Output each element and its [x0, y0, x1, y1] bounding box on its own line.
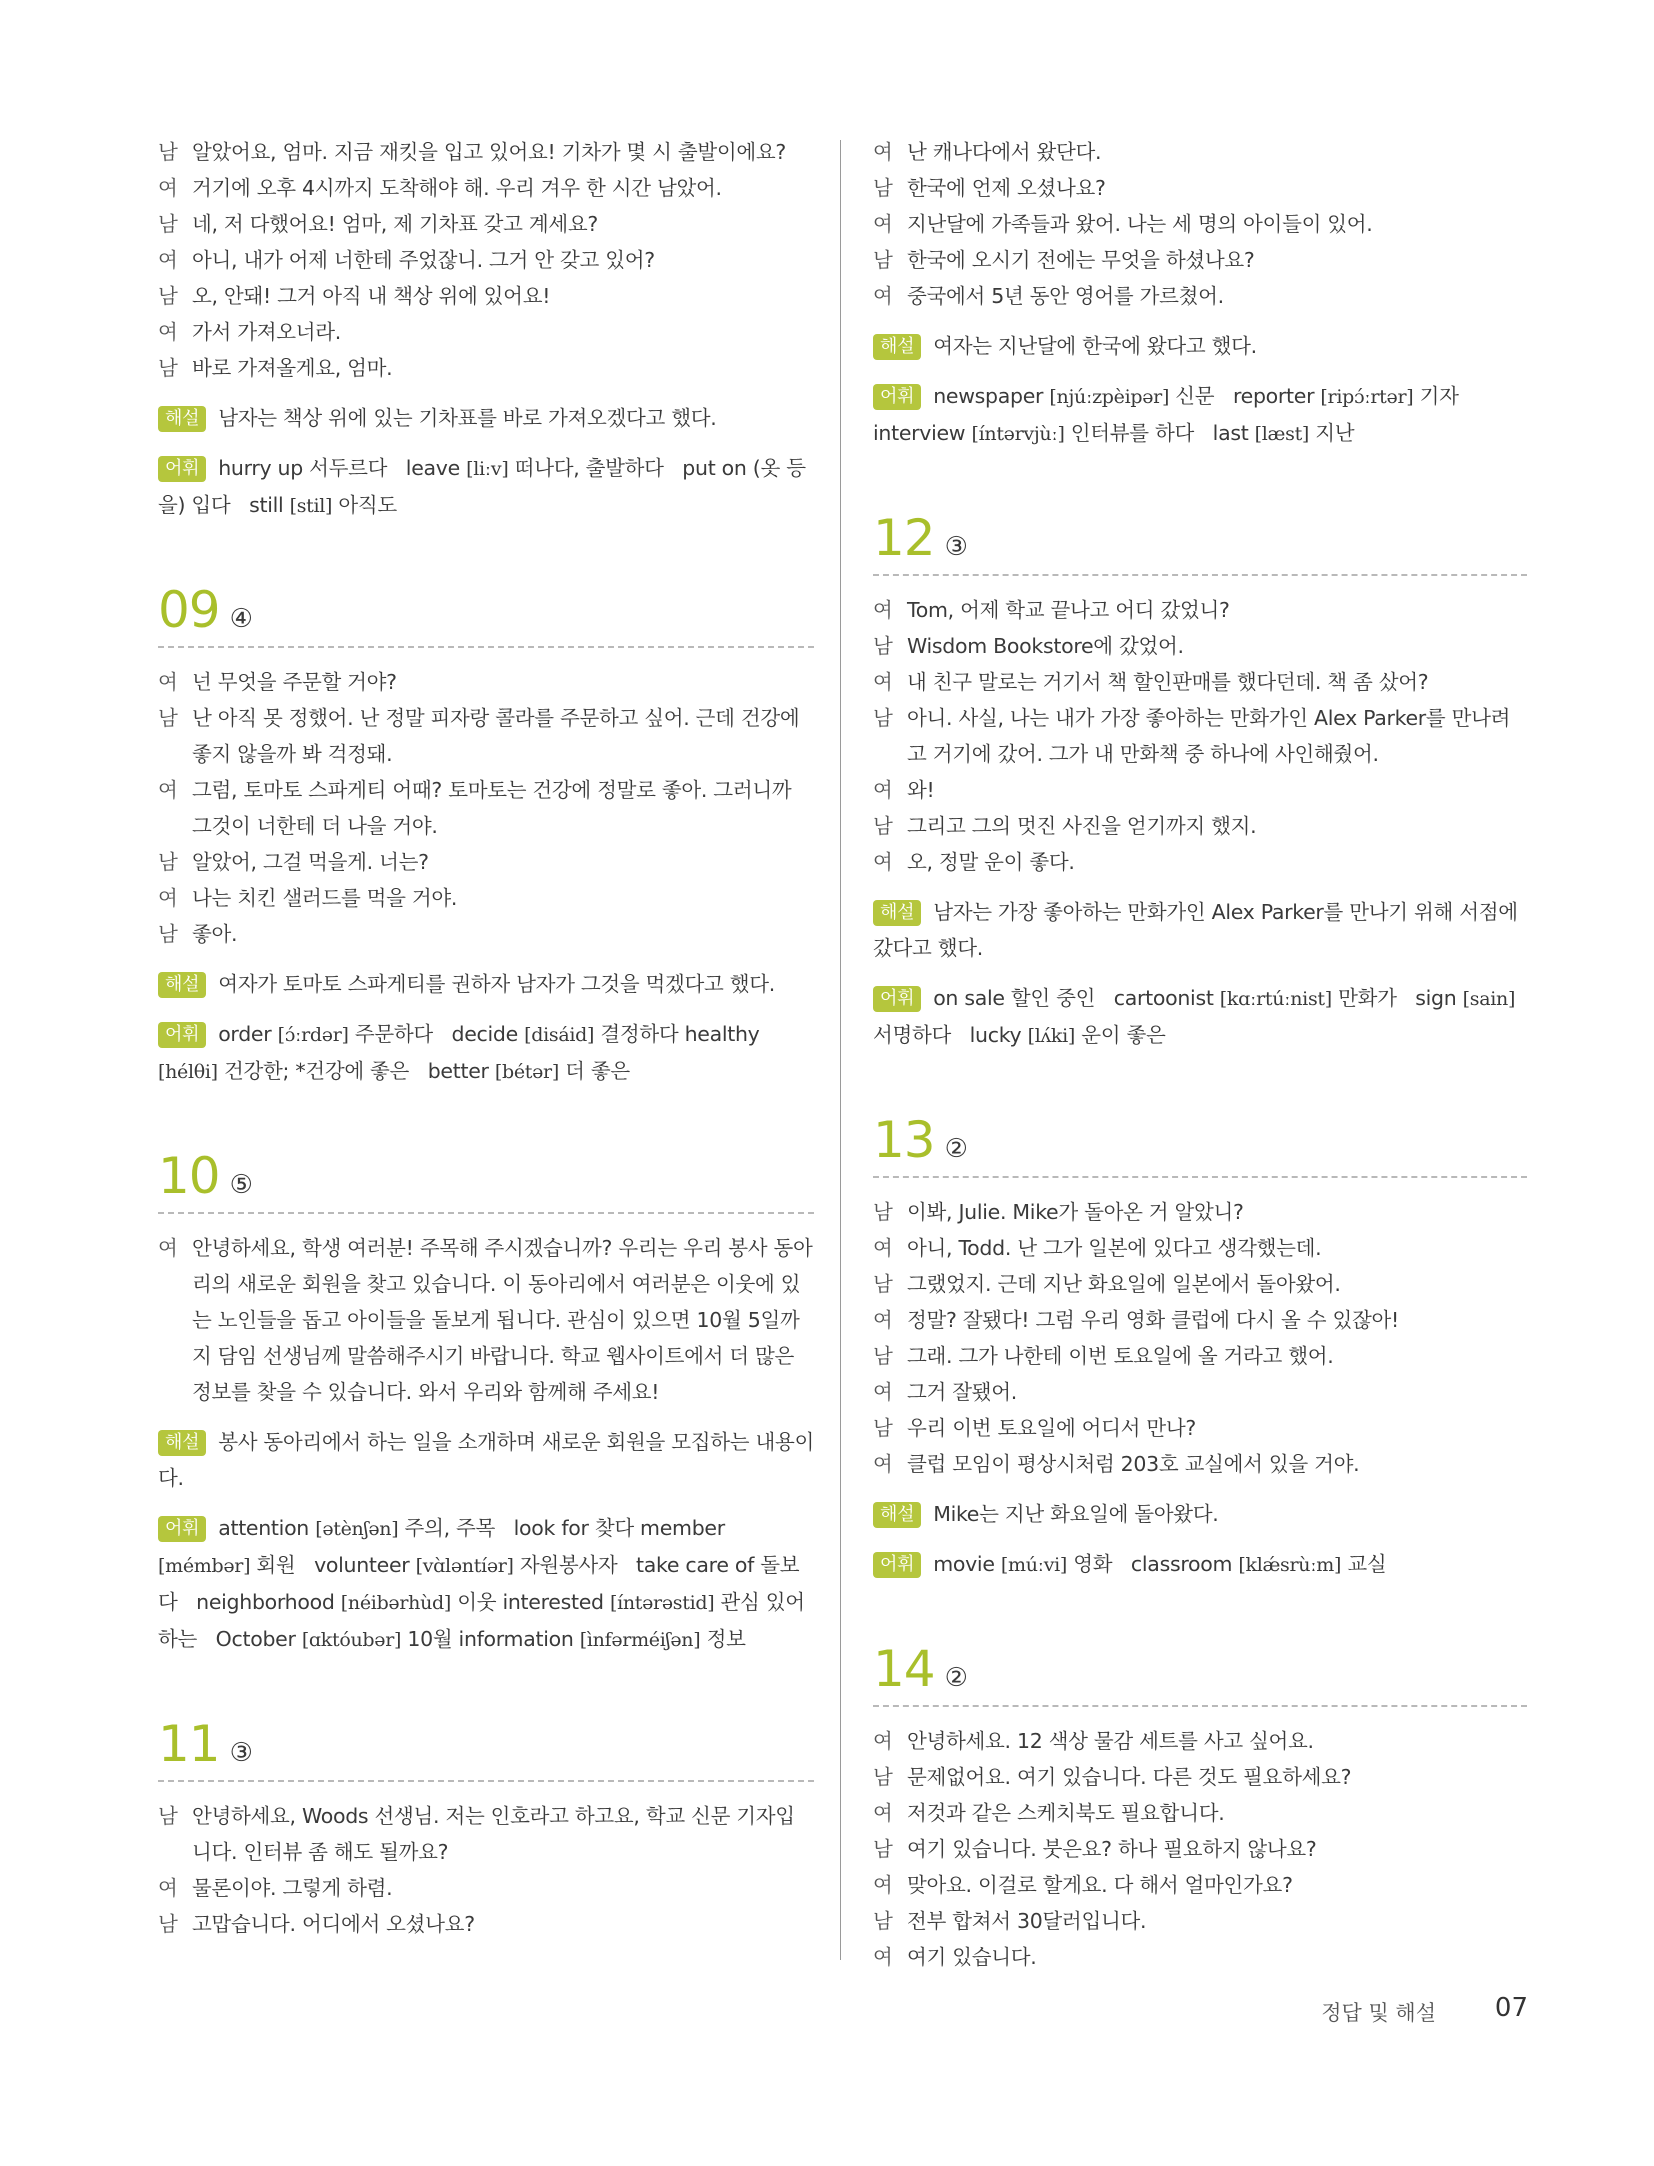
speaker-label: 남: [158, 212, 178, 236]
answer-mark: ②: [944, 1134, 968, 1164]
utterance: Wisdom Bookstore에 갔었어.: [907, 634, 1184, 658]
utterance: Tom, 어제 학교 끝나고 어디 갔었니?: [907, 598, 1230, 622]
dialogue-line: [873, 1723, 1527, 1759]
dialogue-line: [158, 772, 814, 844]
speaker-label: 여: [158, 1236, 178, 1260]
speaker-label: 여: [873, 670, 893, 694]
speaker-label: 남: [873, 634, 893, 658]
speaker-label: 남: [158, 140, 178, 164]
dialogue-line: [873, 1903, 1527, 1939]
speaker-label: 남: [873, 814, 893, 838]
question-header: [873, 1639, 1527, 1699]
dialogue-line: [158, 916, 814, 952]
utterance: 오, 정말 운이 좋다.: [907, 850, 1075, 874]
dialogue-line: [158, 700, 814, 772]
vocab-11: 어휘 newspaper [njúːzpèipər] 신문 reporter [ripɔ́ːrtər] 기자 interview [íntərvjùː] 인터뷰를 하다 last [læst] 지난: [873, 384, 1459, 445]
utterance: 그랬었지. 근데 지난 화요일에 일본에서 돌아왔어.: [907, 1272, 1341, 1296]
dialogue-line: [158, 1798, 814, 1870]
dialogue-line: [158, 1870, 814, 1906]
utterance: 문제없어요. 여기 있습니다. 다른 것도 필요하세요?: [907, 1765, 1352, 1789]
speaker-label: 여: [873, 778, 893, 802]
speaker-label: 남: [873, 1344, 893, 1368]
utterance: 중국에서 5년 동안 영어를 가르쳤어.: [907, 284, 1224, 308]
question-14: [873, 1639, 1527, 1975]
vocab-tag: 어휘: [158, 1022, 206, 1048]
dashed-rule: [873, 1176, 1527, 1178]
utterance: 한국에 언제 오셨나요?: [907, 176, 1106, 200]
vocabulary: 어휘 movie [múːvi] 영화 classroom [klǽsrùːm] 교실: [873, 1546, 1527, 1583]
speaker-label: 남: [158, 356, 178, 380]
utterance: 한국에 오시기 전에는 무엇을 하셨나요?: [907, 248, 1255, 272]
utterance: 이봐, Julie. Mike가 돌아온 거 알았니?: [907, 1200, 1244, 1224]
utterance: 안녕하세요, 학생 여러분! 주목해 주시겠습니까? 우리는 우리 봉사 동아리의 새로운 회원을 찾고 있습니다. 이 동아리에서 여러분은 이웃에 있는 노인들을 돕고 아이들을 돌보게 됩니다. 관심이 있으면 10월 5일까지 담임 선생님께 말씀해주시기 바랍니다. 학교 웹사이트에서 더 많은 정보를 찾을 수 있습니다. 와서 우리와 함께해 주세요!: [192, 1236, 813, 1404]
answer-mark: ②: [944, 1663, 968, 1693]
page-number: 07: [1494, 1993, 1528, 2023]
dialogue-line: [158, 664, 814, 700]
utterance: 내 친구 말로는 거기서 책 할인판매를 했다던데. 책 좀 샀어?: [907, 670, 1429, 694]
utterance: 여기 있습니다. 붓은요? 하나 필요하지 않나요?: [907, 1837, 1317, 1861]
utterance: 넌 무엇을 주문할 거야?: [192, 670, 397, 694]
left-column: [158, 134, 814, 1942]
explain-tag: 해설: [158, 1430, 206, 1456]
utterance: 맞아요. 이걸로 할게요. 다 해서 얼마인가요?: [907, 1873, 1293, 1897]
speaker-label: 여: [873, 140, 893, 164]
explanation-11: 해설 여자는 지난달에 한국에 왔다고 했다.: [873, 328, 1527, 364]
explain-tag: 해설: [873, 900, 921, 926]
utterance: 와!: [907, 778, 935, 802]
dialogue-line: [158, 206, 814, 242]
utterance: 오, 안돼! 그거 아직 내 책상 위에 있어요!: [192, 284, 551, 308]
utterance: 그래. 그가 나한테 이번 토요일에 올 거라고 했어.: [907, 1344, 1334, 1368]
utterance: 지난달에 가족들과 왔어. 나는 세 명의 아이들이 있어.: [907, 212, 1373, 236]
utterance: 바로 가져올게요, 엄마.: [192, 356, 393, 380]
question-number: 14: [873, 1640, 935, 1698]
speaker-label: 남: [158, 922, 178, 946]
speaker-label: 여: [873, 1729, 893, 1753]
speaker-label: 여: [158, 1876, 178, 1900]
question-10: [158, 1146, 814, 1658]
utterance: 여기 있습니다.: [907, 1945, 1037, 1969]
dashed-rule: [158, 1212, 814, 1214]
explanation: 해설 여자가 토마토 스파게티를 권하자 남자가 그것을 먹겠다고 했다.: [158, 966, 814, 1002]
speaker-label: 여: [873, 1308, 893, 1332]
question-13: [873, 1110, 1527, 1583]
speaker-label: 여: [873, 1380, 893, 1404]
dialogue-line: [873, 242, 1527, 278]
dialogue-line: [873, 1338, 1527, 1374]
vocab-tag: 어휘: [873, 384, 921, 410]
speaker-label: 여: [873, 1945, 893, 1969]
dialogue-line: [873, 592, 1527, 628]
dialogue-line: [873, 1759, 1527, 1795]
speaker-label: 여: [158, 248, 178, 272]
speaker-label: 남: [158, 1912, 178, 1936]
dialogue-08-cont: [158, 134, 814, 386]
explanation: 해설 Mike는 지난 화요일에 돌아왔다.: [873, 1496, 1527, 1532]
question-header: [158, 1146, 814, 1206]
utterance: 아니, Todd. 난 그가 일본에 있다고 생각했는데.: [907, 1236, 1322, 1260]
speaker-label: 여: [873, 1873, 893, 1897]
speaker-label: 여: [158, 176, 178, 200]
question-09: [158, 580, 814, 1090]
utterance: 우리 이번 토요일에 어디서 만나?: [907, 1416, 1196, 1440]
question-12: [873, 508, 1527, 1054]
dialogue-line: [873, 1410, 1527, 1446]
speaker-label: 남: [873, 1837, 893, 1861]
question-number: 10: [158, 1147, 220, 1205]
utterance: 거기에 오후 4시까지 도착해야 해. 우리 겨우 한 시간 남았어.: [192, 176, 722, 200]
dialogue-line: [873, 170, 1527, 206]
dialogue-line: [873, 1867, 1527, 1903]
utterance: 물론이야. 그렇게 하렴.: [192, 1876, 393, 1900]
dashed-rule: [873, 1705, 1527, 1707]
speaker-label: 여: [873, 212, 893, 236]
utterance: 안녕하세요, Woods 선생님. 저는 인호라고 하고요, 학교 신문 기자입니다. 인터뷰 좀 해도 될까요?: [192, 1804, 795, 1864]
speaker-label: 남: [873, 1765, 893, 1789]
speaker-label: 여: [158, 320, 178, 344]
question-number: 12: [873, 509, 935, 567]
utterance: 클럽 모임이 평상시처럼 203호 교실에서 있을 거야.: [907, 1452, 1360, 1476]
utterance: 저것과 같은 스케치북도 필요합니다.: [907, 1801, 1225, 1825]
dialogue-line: [873, 1795, 1527, 1831]
speaker-label: 남: [158, 706, 178, 730]
dialogue: [873, 1194, 1527, 1482]
explain-tag: 해설: [873, 1502, 921, 1528]
dialogue-line: [873, 1446, 1527, 1482]
speaker-label: 여: [158, 778, 178, 802]
explanation-08: 해설 남자는 책상 위에 있는 기차표를 바로 가져오겠다고 했다.: [158, 400, 814, 436]
dialogue-line: [158, 170, 814, 206]
dialogue-line: [158, 844, 814, 880]
column-divider: [840, 140, 841, 1960]
dialogue-line: [158, 242, 814, 278]
speaker-label: 남: [873, 1272, 893, 1296]
dialogue-11-cont: [873, 134, 1527, 314]
answer-mark: ④: [229, 604, 253, 634]
dashed-rule: [158, 1780, 814, 1782]
dialogue-line: [873, 1230, 1527, 1266]
dialogue-line: [873, 700, 1527, 772]
speaker-label: 여: [873, 1801, 893, 1825]
utterance: 난 아직 못 정했어. 난 정말 피자랑 콜라를 주문하고 싶어. 근데 건강에 좋지 않을까 봐 걱정돼.: [192, 706, 800, 766]
speaker-label: 남: [873, 1200, 893, 1224]
dialogue-line: [873, 134, 1527, 170]
dialogue-line: [873, 772, 1527, 808]
speaker-label: 여: [158, 886, 178, 910]
speaker-label: 남: [873, 248, 893, 272]
question-number: 09: [158, 581, 220, 639]
utterance: 아니. 사실, 나는 내가 가장 좋아하는 만화가인 Alex Parker를 만나려고 거기에 갔어. 그가 내 만화책 중 하나에 사인해줬어.: [907, 706, 1511, 766]
right-column: [873, 134, 1527, 1975]
speaker-label: 여: [873, 1236, 893, 1260]
dialogue-line: [873, 808, 1527, 844]
question-header: [873, 508, 1527, 568]
utterance: 그거 잘됐어.: [907, 1380, 1017, 1404]
utterance: 알았어요, 엄마. 지금 재킷을 입고 있어요! 기차가 몇 시 출발이에요?: [192, 140, 786, 164]
speaker-label: 여: [873, 598, 893, 622]
dialogue: [158, 1230, 814, 1410]
vocabulary: 어휘 on sale 할인 중인 cartoonist [kɑːrtúːnist] 만화가 sign [sain] 서명하다 lucky [lʌ́ki] 운이 좋은: [873, 986, 1516, 1047]
utterance: 안녕하세요. 12 색상 물감 세트를 사고 싶어요.: [907, 1729, 1314, 1753]
utterance: 가서 가져오너라.: [192, 320, 341, 344]
dialogue-line: [873, 206, 1527, 242]
dialogue: [158, 1798, 814, 1942]
dashed-rule: [873, 574, 1527, 576]
explanation: 해설 남자는 가장 좋아하는 만화가인 Alex Parker를 만나기 위해 서점에 갔다고 했다.: [873, 900, 1518, 960]
question-number: 13: [873, 1111, 935, 1169]
vocab-tag: 어휘: [158, 1516, 206, 1542]
speaker-label: 남: [873, 1416, 893, 1440]
dialogue-line: [873, 1939, 1527, 1975]
speaker-label: 여: [158, 670, 178, 694]
answer-mark: ⑤: [229, 1170, 253, 1200]
dialogue: [873, 1723, 1527, 1975]
speaker-label: 여: [873, 284, 893, 308]
utterance: 그리고 그의 멋진 사진을 얻기까지 했지.: [907, 814, 1257, 838]
explain-tag: 해설: [158, 972, 206, 998]
vocab-tag: 어휘: [873, 986, 921, 1012]
question-header: [158, 580, 814, 640]
dialogue: [158, 664, 814, 952]
utterance: 난 캐나다에서 왔단다.: [907, 140, 1102, 164]
vocab-tag: 어휘: [158, 456, 206, 482]
question-11: [158, 1714, 814, 1942]
vocabulary: 어휘 order [ɔ́ːrdər] 주문하다 decide [disáid] 결정하다 healthy [hélθi] 건강한; *건강에 좋은 better [bétər] 더 좋은: [158, 1022, 760, 1083]
question-header: [158, 1714, 814, 1774]
dialogue-line: [873, 844, 1527, 880]
dialogue-line: [158, 1230, 814, 1410]
dialogue-line: [158, 350, 814, 386]
utterance: 알았어, 그걸 먹을게. 너는?: [192, 850, 429, 874]
utterance: 네, 저 다했어요! 엄마, 제 기차표 갖고 계세요?: [192, 212, 598, 236]
dialogue-line: [158, 880, 814, 916]
question-header: [873, 1110, 1527, 1170]
speaker-label: 남: [873, 176, 893, 200]
dialogue-line: [158, 278, 814, 314]
utterance: 전부 합쳐서 30달러입니다.: [907, 1909, 1147, 1933]
utterance: 그럼, 토마토 스파게티 어때? 토마토는 건강에 정말로 좋아. 그러니까 그것이 너한테 더 나을 거야.: [192, 778, 792, 838]
utterance: 나는 치킨 샐러드를 먹을 거야.: [192, 886, 458, 910]
dialogue-line: [873, 278, 1527, 314]
utterance: 아니, 내가 어제 너한테 주었잖니. 그거 안 갖고 있어?: [192, 248, 655, 272]
dialogue-line: [873, 1831, 1527, 1867]
speaker-label: 남: [158, 1804, 178, 1828]
question-number: 11: [158, 1715, 220, 1773]
utterance: 정말? 잘됐다! 그럼 우리 영화 클럽에 다시 올 수 있잖아!: [907, 1308, 1399, 1332]
speaker-label: 남: [873, 706, 893, 730]
vocab-tag: 어휘: [873, 1552, 921, 1578]
explanation: 해설 봉사 동아리에서 하는 일을 소개하며 새로운 회원을 모집하는 내용이다.: [158, 1430, 815, 1490]
dialogue-line: [158, 134, 814, 170]
vocabulary: 어휘 attention [ətènʃən] 주의, 주목 look for 찾다 member [mémbər] 회원 volunteer [vɑ̀ləntíər] 자원봉사자 take care of 돌보다 neighborhood [néibərhùd] 이웃 interested [íntərəstid] 관심 있어 하는 October [ɑktóubər] 10월 information [ìnfərméiʃən] 정보: [158, 1516, 805, 1651]
vocab-08: 어휘 hurry up 서두르다 leave [liːv] 떠나다, 출발하다 put on (옷 등을) 입다 still [stil] 아직도: [158, 456, 806, 517]
dialogue-line: [873, 664, 1527, 700]
speaker-label: 남: [158, 284, 178, 308]
speaker-label: 여: [873, 850, 893, 874]
footer-label: 정답 및 해설: [1321, 2001, 1436, 2025]
dialogue-line: [873, 1302, 1527, 1338]
dialogue-line: [873, 1266, 1527, 1302]
dashed-rule: [158, 646, 814, 648]
dialogue-line: [158, 314, 814, 350]
dialogue-line: [873, 1374, 1527, 1410]
speaker-label: 여: [873, 1452, 893, 1476]
speaker-label: 남: [158, 850, 178, 874]
utterance: 고맙습니다. 어디에서 오셨나요?: [192, 1912, 475, 1936]
explain-tag: 해설: [158, 406, 206, 432]
utterance: 좋아.: [192, 922, 238, 946]
dialogue-line: [873, 1194, 1527, 1230]
speaker-label: 남: [873, 1909, 893, 1933]
answer-mark: ③: [229, 1738, 253, 1768]
dialogue-line: [873, 628, 1527, 664]
dialogue: [873, 592, 1527, 880]
dialogue-line: [158, 1906, 814, 1942]
answer-mark: ③: [944, 532, 968, 562]
explain-tag: 해설: [873, 334, 921, 360]
